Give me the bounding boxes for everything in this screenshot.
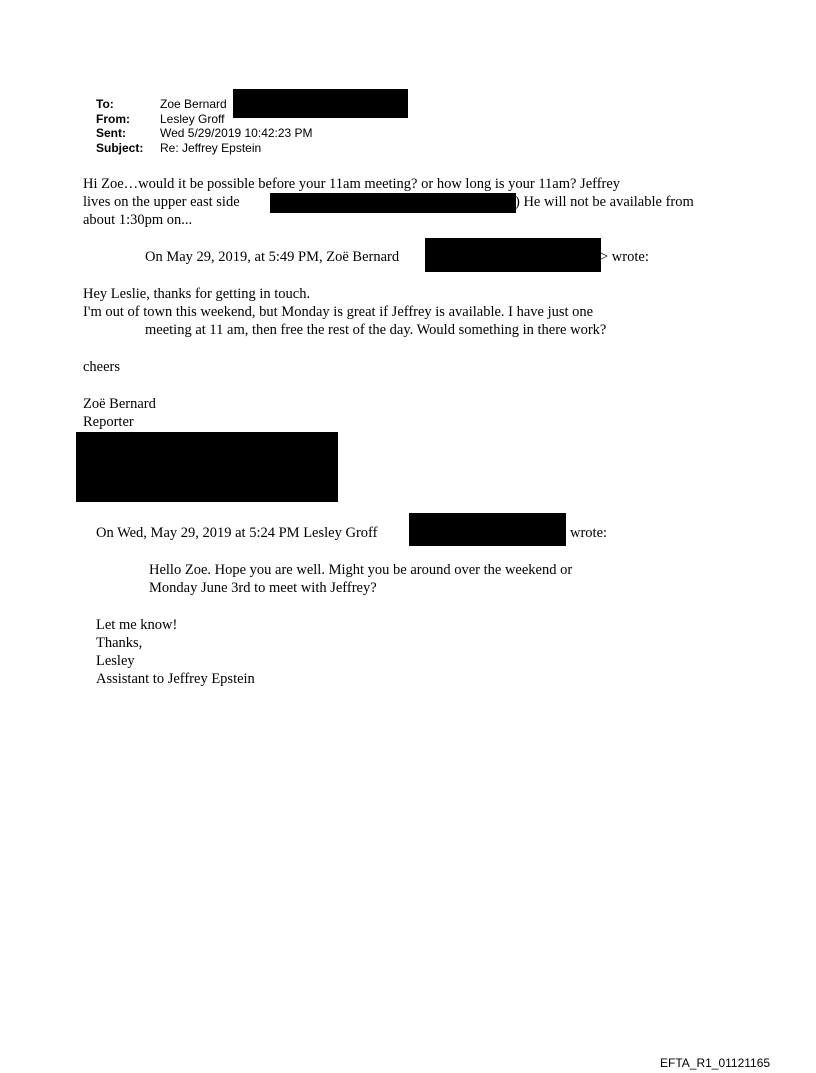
quote1-intro-end: > wrote: [600,249,649,265]
quote2-closing-4: Assistant to Jeffrey Epstein [96,671,255,687]
redaction-signature [76,432,338,502]
subject-label: Subject: [96,140,144,155]
sent-row [96,126,313,141]
redaction-quote2-email [409,513,566,546]
quote1-line-3: meeting at 11 am, then free the rest of the day. Would something in there work? [145,322,607,338]
sent-label: Sent: [96,126,126,140]
reply-line-2b: ) He will not be available from [515,194,694,210]
to-value: Zoe Bernard [160,97,227,111]
to-label: To: [96,97,114,111]
quote2-intro-end: wrote: [570,525,608,541]
redaction-address [270,193,516,213]
document-id: EFTA_R1_01121165 [660,1056,771,1070]
quote2-intro: On Wed, May 29, 2019 at 5:24 PM Lesley Groff [96,525,378,541]
sent-value: Wed 5/29/2019 10:42:23 PM [160,126,313,140]
quote1-signoff: cheers [83,359,121,375]
quote2-closing-2: Thanks, [96,635,143,651]
redaction-header-email [233,89,408,118]
quote1-intro: On May 29, 2019, at 5:49 PM, Zoë Bernard [145,249,400,265]
from-label: From: [96,111,130,126]
reply-line-2a: lives on the upper east side [83,194,240,210]
quote2-line-2: Monday June 3rd to meet with Jeffrey? [149,580,377,596]
quote1-sig-title: Reporter [83,414,134,430]
quote1-sig-name: Zoë Bernard [83,396,156,412]
quote2-line-1: Hello Zoe. Hope you are well. Might you be around over the weekend or [149,562,573,578]
reply-line-3: about 1:30pm on... [83,212,193,228]
subject-value: Re: Jeffrey Epstein [160,140,262,155]
from-value: Lesley Groff [160,111,225,126]
quote2-closing-1: Let me know! [96,617,178,633]
subject-row [96,141,313,156]
quote1-line-1: Hey Leslie, thanks for getting in touch. [83,286,311,302]
reply-line-1: Hi Zoe…would it be possible before your 11am meeting? or how long is your 11am? Jeffrey [83,176,621,192]
quote2-closing-3: Lesley [96,653,135,669]
quote1-line-2: I'm out of town this weekend, but Monday is great if Jeffrey is available. I have just one [83,304,594,320]
redaction-quote1-email [425,238,601,272]
